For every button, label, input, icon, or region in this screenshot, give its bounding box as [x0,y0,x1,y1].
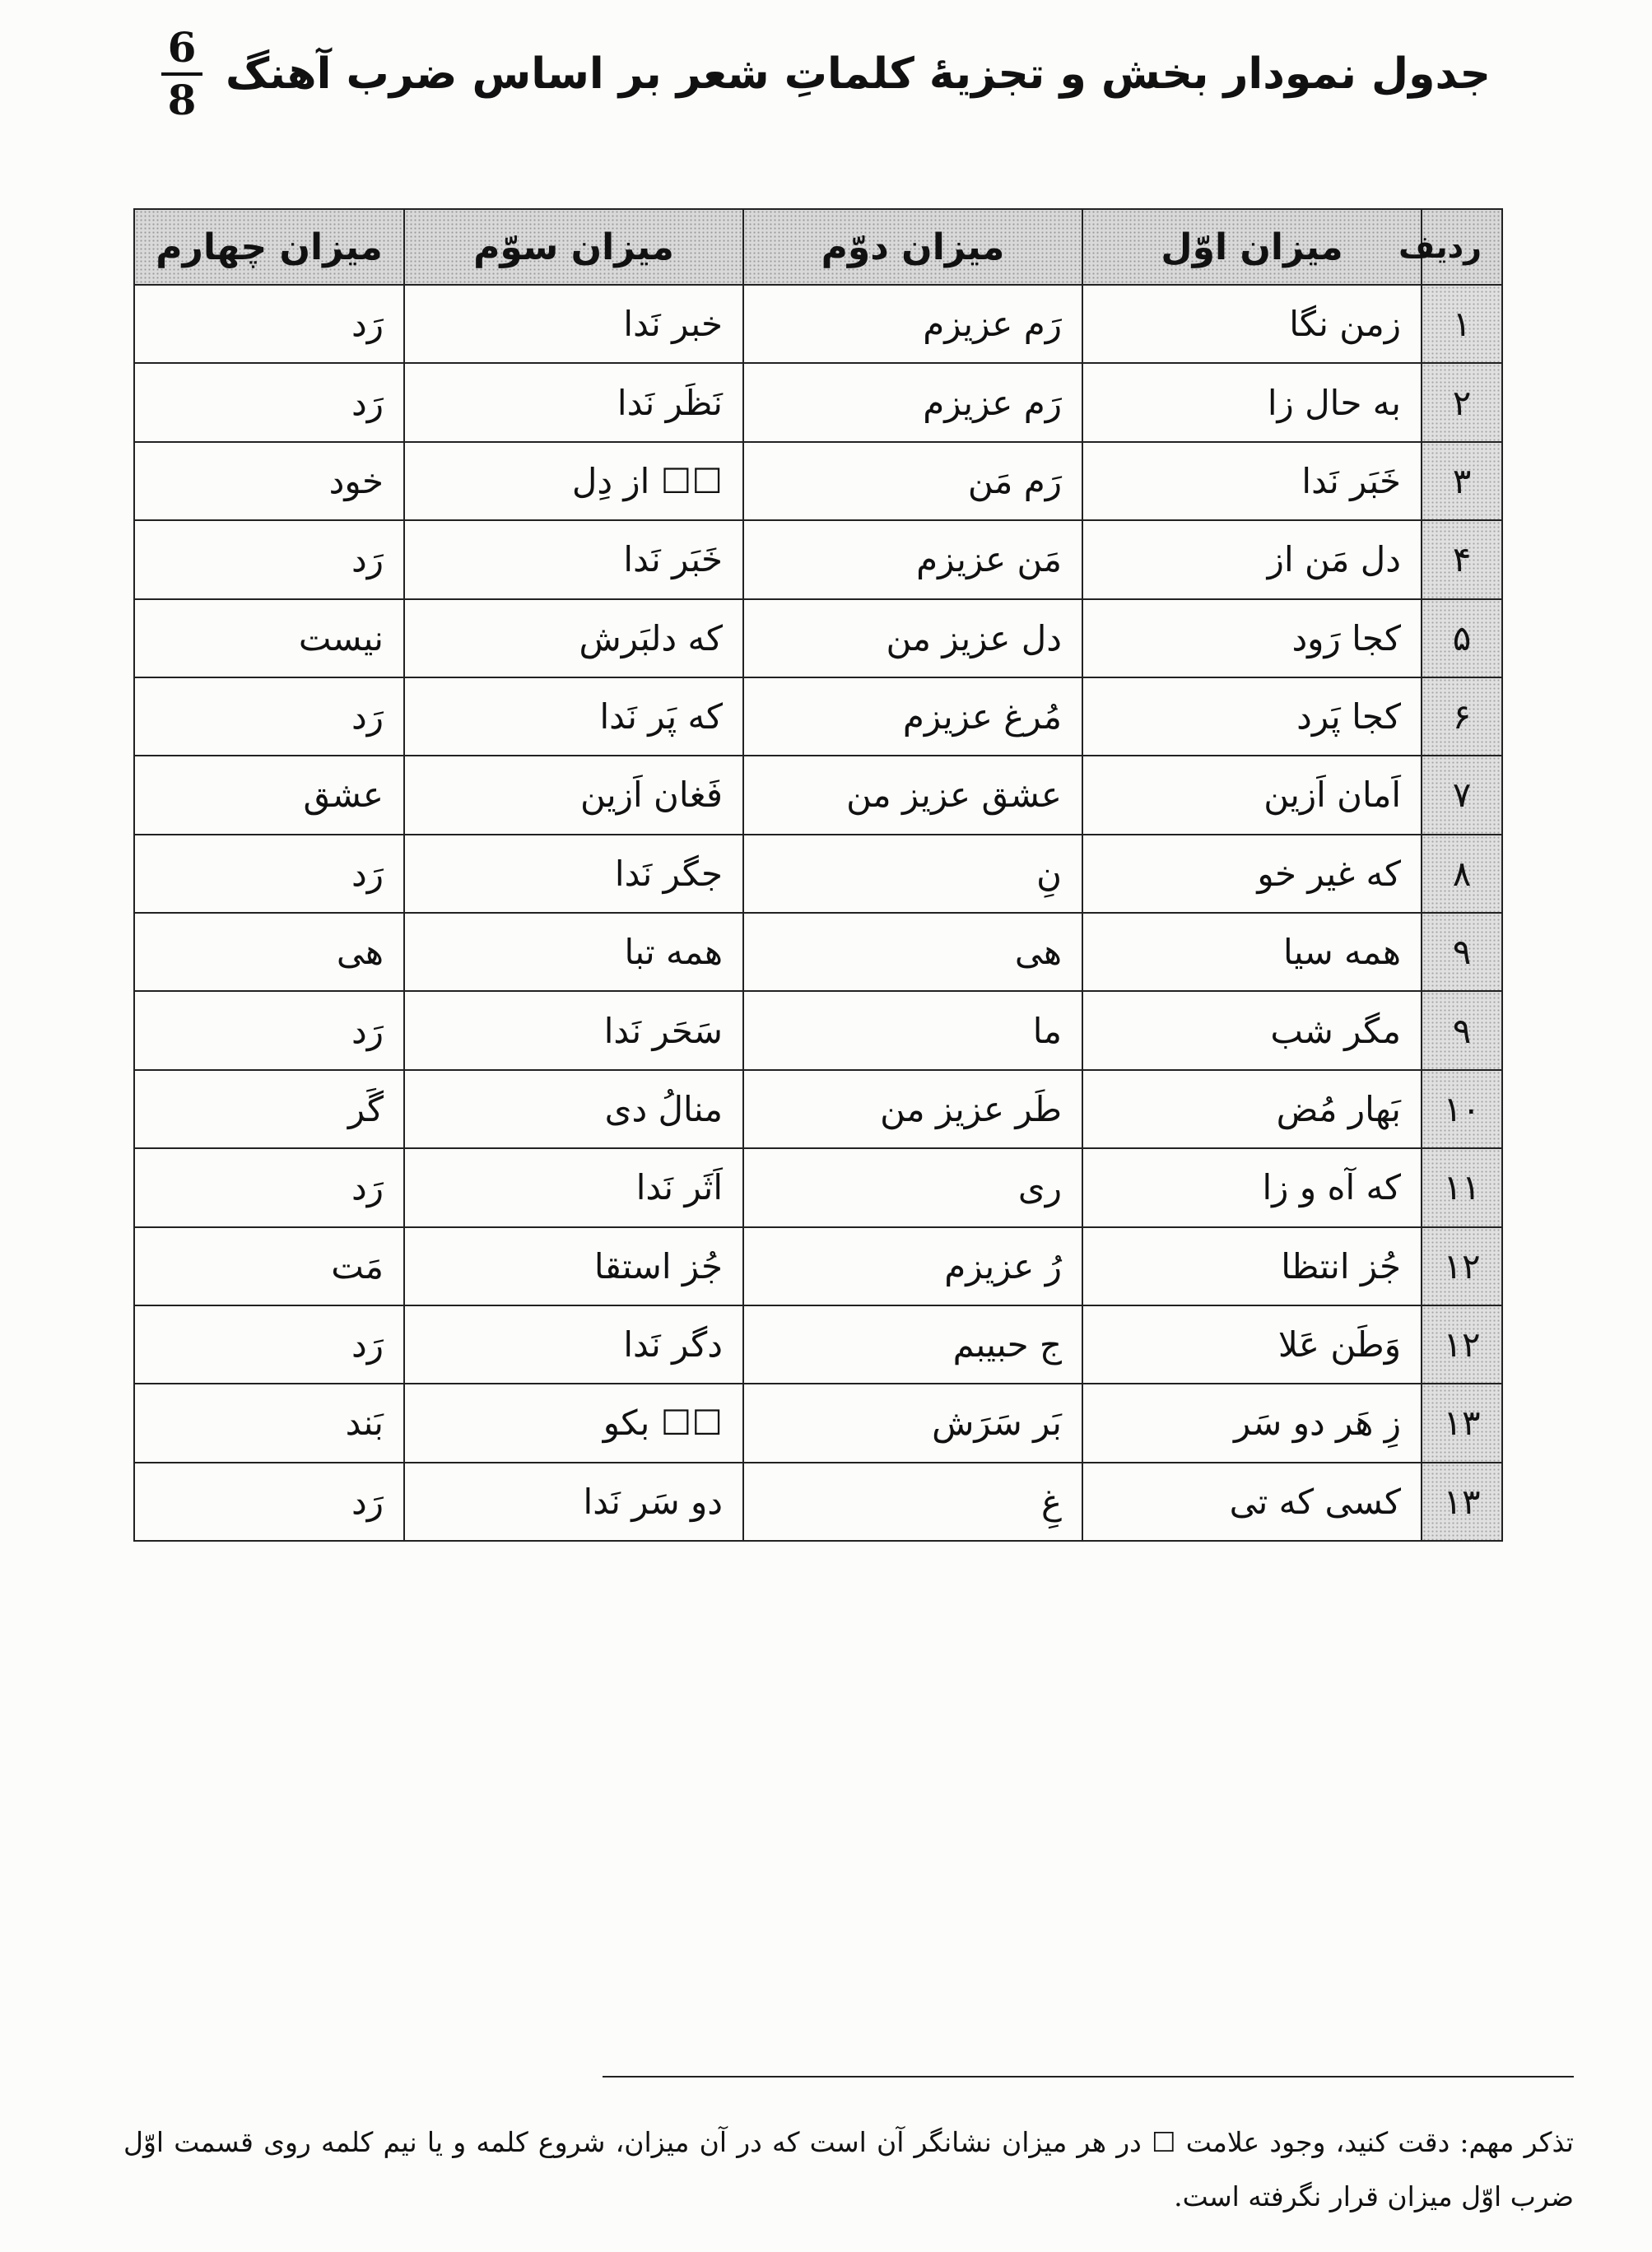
cell-measure-2: دل عزیز من [743,599,1082,677]
row-number: ۸ [1422,835,1502,913]
cell-measure-1: جُز انتظا [1082,1227,1422,1305]
cell-measure-2: غِ [743,1463,1082,1541]
cell-measure-3: منالُ دی [404,1070,743,1148]
footnote: تذکر مهم: دقت کنید، وجود علامت ☐ در هر میزان نشانگر آن است که در آن میزان، شروع کلمه و یا نیم کلمه روی قسمت اوّل ضرب اوّل میزان قرار نگرفته است. [123,2126,1574,2212]
table-row [134,835,1502,913]
cell-measure-4: هی [134,913,404,991]
cell-measure-3: فَغان اَزین [404,756,743,834]
header-measure-1: میزان اوّل [1082,209,1422,285]
table-row [134,599,1502,677]
time-signature-numerator: 6 [167,23,197,72]
cell-measure-2: رَم عزیزم [743,285,1082,363]
cell-measure-4: رَد [134,285,404,363]
table-row [134,677,1502,756]
cell-measure-1: بَهار مُض [1082,1070,1422,1148]
row-number: ۱۲ [1422,1305,1502,1384]
cell-measure-2: بَر سَرَش [743,1384,1082,1462]
cell-measure-1: که آه و زا [1082,1148,1422,1226]
cell-measure-4: مَت [134,1227,404,1305]
cell-measure-4: گَر [134,1070,404,1148]
cell-measure-2: مُرغ عزیزم [743,677,1082,756]
cell-measure-3: که پَر نَدا [404,677,743,756]
row-number: ۹ [1422,913,1502,991]
time-signature-denominator: 8 [167,76,197,124]
table-row [134,756,1502,834]
table-row [134,991,1502,1069]
header-radif: ردیف [1422,209,1502,285]
cell-measure-4: نیست [134,599,404,677]
cell-measure-3: نَظَر نَدا [404,363,743,441]
row-number: ۱۳ [1422,1384,1502,1462]
cell-measure-4: رَد [134,363,404,441]
cell-measure-4: عشق [134,756,404,834]
table-row [134,1227,1502,1305]
header-measure-2: میزان دوّم [743,209,1082,285]
cell-measure-2: ری [743,1148,1082,1226]
cell-measure-1: که غیر خو [1082,835,1422,913]
row-number: ۳ [1422,442,1502,520]
cell-measure-1: زِ هَر دو سَر [1082,1384,1422,1462]
cell-measure-3: جگر نَدا [404,835,743,913]
cell-measure-3: ☐☐ از دِل [404,442,743,520]
cell-measure-2: نِ [743,835,1082,913]
table-row [134,363,1502,441]
cell-measure-4: بَند [134,1384,404,1462]
cell-measure-1: به حال زا [1082,363,1422,441]
time-signature [161,25,202,123]
row-number: ۹ [1422,991,1502,1069]
cell-measure-1: مگر شب [1082,991,1422,1069]
row-number: ۶ [1422,677,1502,756]
row-number: ۱۱ [1422,1148,1502,1226]
meter-table [133,208,1503,1542]
cell-measure-4: خود [134,442,404,520]
cell-measure-3: جُز استقا [404,1227,743,1305]
cell-measure-3: ☐☐ بکو [404,1384,743,1462]
table-row [134,1148,1502,1226]
cell-measure-3: همه تبا [404,913,743,991]
table-row [134,1463,1502,1541]
cell-measure-3: دو سَر نَدا [404,1463,743,1541]
cell-measure-1: خَبَر نَدا [1082,442,1422,520]
table-header-row [134,209,1502,285]
cell-measure-4: رَد [134,991,404,1069]
cell-measure-1: کجا پَرد [1082,677,1422,756]
cell-measure-1: زمن نگا [1082,285,1422,363]
cell-measure-2: ج حبیبم [743,1305,1082,1384]
cell-measure-3: خَبَر نَدا [404,520,743,598]
cell-measure-3: سَحَر نَدا [404,991,743,1069]
footnote-divider [603,2076,1574,2078]
cell-measure-4: رَد [134,835,404,913]
cell-measure-2: رَم مَن [743,442,1082,520]
row-number: ۱۳ [1422,1463,1502,1541]
row-number: ۴ [1422,520,1502,598]
cell-measure-4: رَد [134,1305,404,1384]
cell-measure-1: دل مَن از [1082,520,1422,598]
cell-measure-4: رَد [134,677,404,756]
row-number: ۱ [1422,285,1502,363]
row-number: ۱۲ [1422,1227,1502,1305]
cell-measure-2: ما [743,991,1082,1069]
cell-measure-2: طَر عزیز من [743,1070,1082,1148]
cell-measure-3: که دلبَرش [404,599,743,677]
cell-measure-4: رَد [134,1148,404,1226]
table-row [134,1384,1502,1462]
cell-measure-1: کجا رَود [1082,599,1422,677]
cell-measure-2: رُ عزیزم [743,1227,1082,1305]
cell-measure-3: اَثَر نَدا [404,1148,743,1226]
cell-measure-2: عشق عزیز من [743,756,1082,834]
title-text: جدول نمودار بخش و تجزیهٔ کلماتِ شعر بر اساس ضرب آهنگ [226,49,1491,99]
row-number: ۱۰ [1422,1070,1502,1148]
header-measure-3: میزان سوّم [404,209,743,285]
cell-measure-4: رَد [134,1463,404,1541]
row-number: ۷ [1422,756,1502,834]
cell-measure-1: کسی که تی [1082,1463,1422,1541]
table-row [134,1070,1502,1148]
cell-measure-1: اَمان اَزین [1082,756,1422,834]
cell-measure-4: رَد [134,520,404,598]
cell-measure-3: خبر نَدا [404,285,743,363]
cell-measure-1: همه سیا [1082,913,1422,991]
cell-measure-1: وَطَن عَلا [1082,1305,1422,1384]
cell-measure-3: دگر نَدا [404,1305,743,1384]
table-row [134,520,1502,598]
cell-measure-2: رَم عزیزم [743,363,1082,441]
page-title [0,25,1652,123]
cell-measure-2: مَن عزیزم [743,520,1082,598]
row-number: ۵ [1422,599,1502,677]
header-measure-4: میزان چهارم [134,209,404,285]
table-row [134,1305,1502,1384]
table-row [134,913,1502,991]
cell-measure-2: هی [743,913,1082,991]
table-row [134,442,1502,520]
table-row [134,285,1502,363]
row-number: ۲ [1422,363,1502,441]
